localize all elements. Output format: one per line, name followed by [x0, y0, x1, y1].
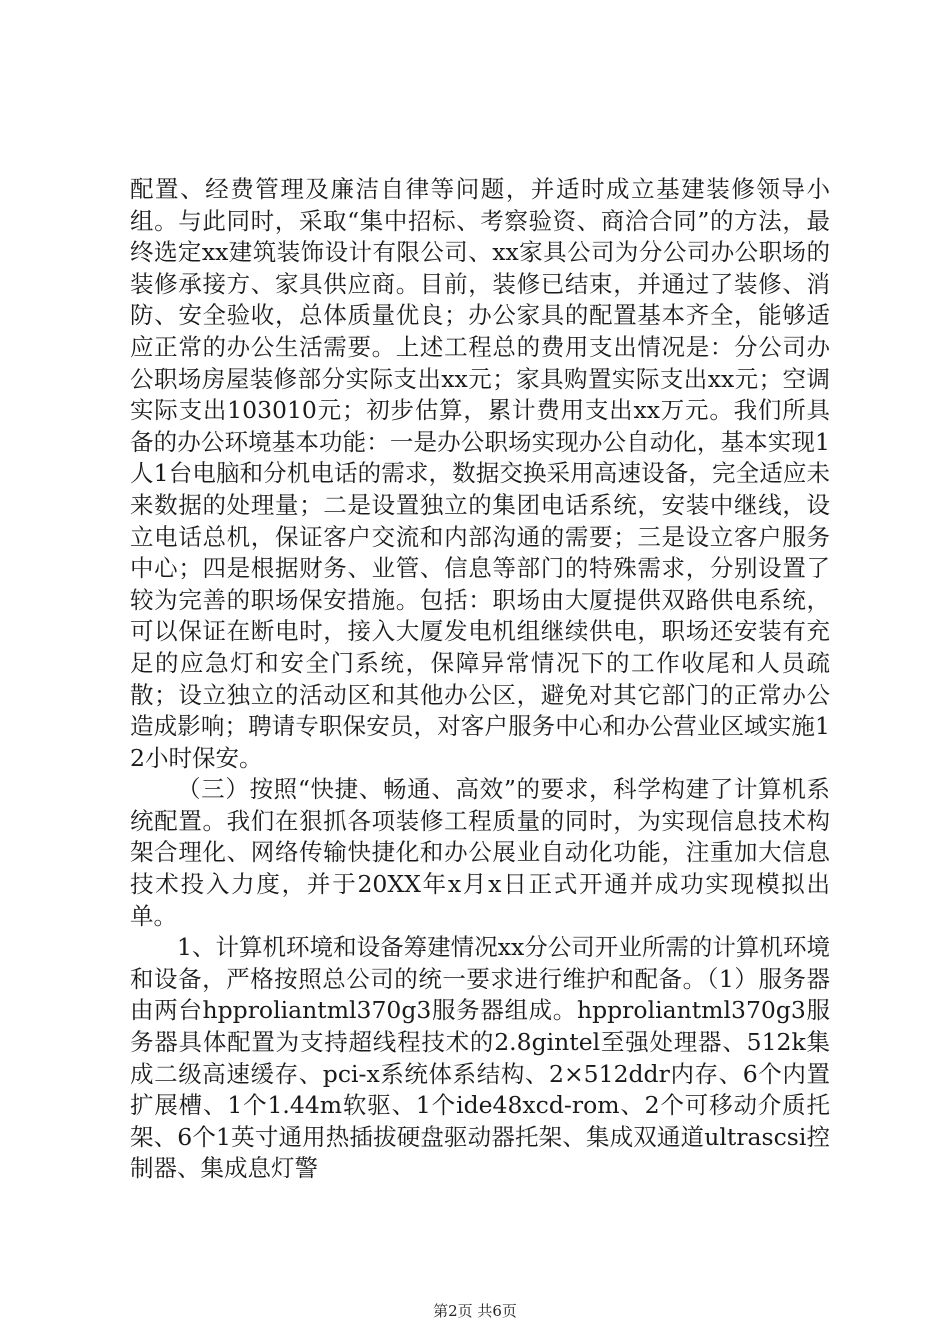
paragraph-section-three: （三）按照“快捷、畅通、高效”的要求，科学构建了计算机系统配置。我们在狠抓各项装修工程质量的同时，为实现信息技术构架合理化、网络传输快捷化和办公展业自动化功能，注重加大信息技术投入力度，并于20XX年x月x日正式开通并成功实现模拟出单。	[130, 775, 830, 930]
paragraph-continuation: 配置、经费管理及廉洁自律等问题，并适时成立基建装修领导小组。与此同时，采取“集中招标、考察验资、商洽合同”的方法，最终选定xx建筑装饰设计有限公司、xx家具公司为分公司办公职场的装修承接方、家具供应商。目前，装修已结束，并通过了装修、消防、安全验收，总体质量优良；办公家具的配置基本齐全，能够适应正常的办公生活需要。上述工程总的费用支出情况是：分公司办公职场房屋装修部分实际支出xx元；家具购置实际支出xx元；空调实际支出103010元；初步估算，累计费用支出xx万元。我们所具备的办公环境基本功能：一是办公职场实现办公自动化，基本实现1人1台电脑和分机电话的需求，数据交换采用高速设备，完全适应未来数据的处理量；二是设置独立的集团电话系统，安装中继线，设立电话总机，保证客户交流和内部沟通的需要；三是设立客户服务中心；四是根据财务、业管、信息等部门的特殊需求，分别设置了较为完善的职场保安措施。包括：职场由大厦提供双路供电系统，可以保证在断电时，接入大厦发电机组继续供电，职场还安装有充足的应急灯和安全门系统，保障异常情况下的工作收尾和人员疏散；设立独立的活动区和其他办公区，避免对其它部门的正常办公造成影响；聘请专职保安员，对客户服务中心和办公营业区域实施12小时保安。	[130, 175, 830, 772]
paragraph-computer-environment: 1、计算机环境和设备筹建情况xx分公司开业所需的计算机环境和设备，严格按照总公司的统一要求进行维护和配备。（1）服务器由两台hpproliantml370g3服务器组成。hpproliantml370g3服务器具体配置为支持超线程技术的2.8gintel至强处理器、512k集成二级高速缓存、pci-x系统体系结构、2×512ddr内存、6个内置扩展槽、1个1.44m软驱、1个ide48xcd-rom、2个可移动介质托架、6个1英寸通用热插拔硬盘驱动器托架、集成双通道ultrascsi控制器、集成息灯警	[130, 933, 830, 1183]
page-footer: 第2页 共6页	[433, 1302, 517, 1320]
document-body	[130, 174, 830, 1185]
